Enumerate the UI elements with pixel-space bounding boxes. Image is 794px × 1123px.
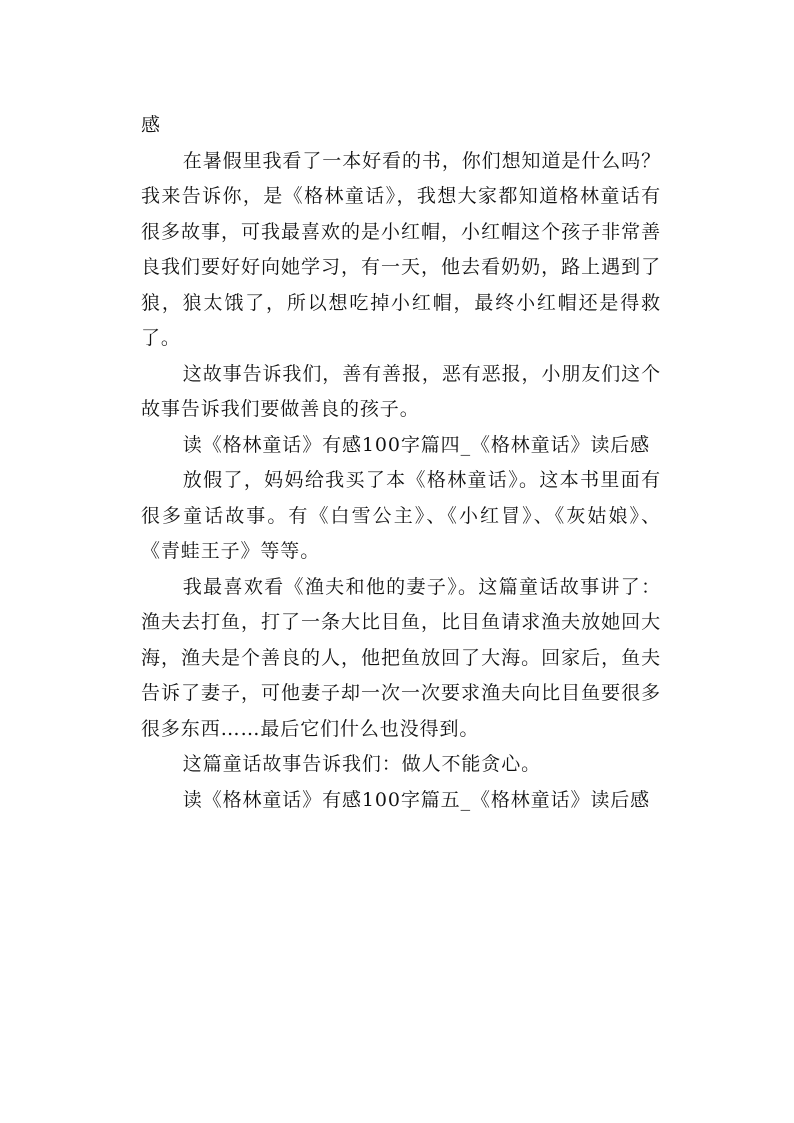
paragraph-little-red-riding-hood: 在暑假里我看了一本好看的书，你们想知道是什么吗？我来告诉你，是《格林童话》，我想大家都知道格林童话有很多故事，可我最喜欢的是小红帽，小红帽这个孩子非常善良我们要好好向她学习，有一天，他去看奶奶，路上遇到了狼，狼太饿了，所以想吃掉小红帽，最终小红帽还是得救了。 (141, 149, 661, 349)
section-heading-part-four: 读《格林童话》有感100字篇四_《格林童话》读后感 (182, 433, 651, 456)
paragraph-fisherman-story: 我最喜欢看《渔夫和他的妻子》。这篇童话故事讲了：渔夫去打鱼，打了一条大比目鱼，比目鱼请求渔夫放她回大海，渔夫是个善良的人，他把鱼放回了大海。回家后，鱼夫告诉了妻子，可他妻子却一次一次要求渔夫向比目鱼要很多很多东西……最后它们什么也没得到。 (141, 575, 661, 740)
paragraph-continuation: 感 (141, 114, 161, 136)
paragraph-summer-gift: 放假了，妈妈给我买了本《格林童话》。这本书里面有很多童话故事。有《白雪公主》、《小红冒》、《灰姑娘》、《青蛙王子》等等。 (141, 469, 661, 562)
paragraph-moral-greed: 这篇童话故事告诉我们：做人不能贪心。 (182, 753, 541, 775)
document-body (141, 108, 661, 818)
section-heading-part-five: 读《格林童话》有感100字篇五_《格林童话》读后感 (182, 788, 651, 811)
paragraph-moral-kindness: 这故事告诉我们，善有善报，恶有恶报，小朋友们这个故事告诉我们要做善良的孩子。 (141, 362, 661, 420)
